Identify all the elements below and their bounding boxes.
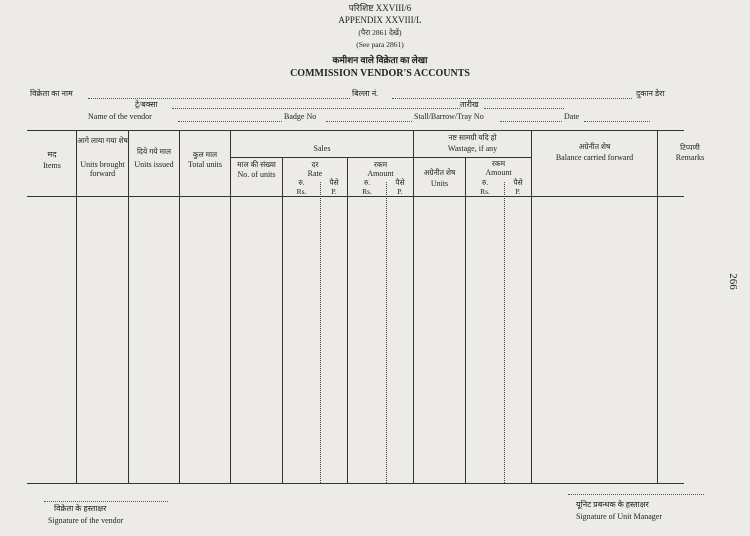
col-divider (347, 157, 348, 483)
amount-p-hindi: पैसे (395, 178, 405, 187)
date-hindi-line (484, 108, 564, 109)
vendor-name-label-hindi: विक्रेता का नाम (30, 89, 73, 98)
col-divider (657, 130, 658, 483)
amount-rs-p-divider (386, 182, 387, 483)
col-divider (230, 130, 231, 483)
date-line (584, 121, 650, 122)
amount-p: P. (397, 187, 403, 196)
page-number: 266 (726, 273, 739, 290)
vendor-signature-label-hindi: विक्रेता के हस्ताक्षर (54, 504, 107, 513)
table-bottom-border (27, 483, 684, 484)
appendix-number: APPENDIX XXVIII/L (338, 15, 422, 25)
wastage-amount-header: Amount (485, 168, 512, 177)
badge-number-line (326, 121, 412, 122)
date-label-hindi: तारीख (460, 100, 479, 109)
amount-header: Amount (367, 169, 394, 178)
rate-header-hindi: दर (311, 160, 319, 169)
date-label: Date (564, 112, 580, 121)
badge-number-label: Badge No (284, 112, 317, 121)
wastage-subheader-line (413, 157, 531, 158)
manager-signature-label: Signature of Unit Manager (576, 512, 662, 521)
wastage-units-header: Units (430, 179, 449, 188)
wastage-header-hindi: नष्ट सामग्री यदि हो (448, 133, 497, 142)
balance-carried-forward-header-hindi: अग्रेनीत शेष (578, 142, 611, 151)
shop-label-hindi: दुकान डेरा (636, 89, 665, 98)
sales-subheader-line (230, 157, 413, 158)
units-issued-header: Units issued (134, 160, 174, 169)
no-of-units-header: No. of units (237, 170, 276, 179)
vendor-signature-line (44, 501, 168, 502)
rate-rs: Rs. (296, 187, 307, 196)
stall-label: Stall/Barrow/Tray No (414, 112, 484, 121)
col-divider (531, 130, 532, 483)
units-issued-header-hindi: दिये गये माल (136, 147, 172, 156)
vendor-number-line (392, 98, 632, 99)
manager-signature-label-hindi: यूनिट प्रबन्धक के हस्ताक्षर (576, 500, 649, 509)
total-units-header-hindi: कुल माल (192, 150, 218, 159)
wastage-amount-p-hindi: पैसे (513, 178, 523, 187)
manager-signature-line (568, 494, 704, 495)
amount-rs-hindi: रु. (363, 178, 371, 187)
appendix-number-hindi: परिशिष्ट XXVIII/6 (348, 3, 412, 13)
rate-p: P. (331, 187, 337, 196)
wastage-header: Wastage, if any (447, 144, 498, 153)
form-title: COMMISSION VENDOR'S ACCOUNTS (290, 68, 470, 79)
stall-line (500, 121, 562, 122)
para-reference-hindi: (पैरा 2861 देखें) (358, 28, 402, 37)
rate-rs-hindi: रु. (298, 178, 305, 187)
total-units-header: Total units (188, 160, 222, 169)
form-title-hindi: कमीशन वाले विक्रेता का लेखा (332, 55, 428, 65)
rate-rs-p-divider (320, 182, 321, 483)
sales-header: Sales (313, 144, 331, 153)
wastage-amount-rs: Rs. (480, 187, 490, 196)
remarks-header-hindi: टिप्पणी (680, 143, 700, 152)
badge-label-hindi: ट्रे/बक्सा (135, 100, 158, 109)
wastage-amount-rs-p-divider (504, 182, 505, 483)
badge-line (172, 108, 460, 109)
rate-header: Rate (307, 169, 323, 178)
no-of-units-header-hindi: माल की संख्या (237, 160, 276, 169)
wastage-units-header-hindi: अग्रेनीत शेष (423, 168, 456, 177)
vendor-signature-label: Signature of the vendor (48, 516, 124, 525)
table-header-bottom-border (27, 196, 684, 197)
table-top-border (27, 130, 684, 131)
col-divider (76, 130, 77, 483)
amount-rs: Rs. (362, 187, 372, 196)
para-reference: (See para 2861) (356, 40, 404, 49)
vendor-name-label: Name of the vendor (88, 112, 152, 121)
vendor-number-label-hindi: बिल्ला नं. (352, 89, 379, 98)
col-divider (282, 157, 283, 483)
units-brought-forward-header-hindi: आगे लाया गया शेष (77, 136, 128, 145)
col-divider (465, 157, 466, 483)
wastage-amount-p: P. (515, 187, 521, 196)
vendor-name-line (88, 98, 350, 99)
wastage-amount-rs-hindi: रु. (481, 178, 489, 187)
vendor-name-en-line (178, 121, 282, 122)
amount-header-hindi: रकम (373, 160, 388, 169)
rate-p-hindi: पैसे (329, 178, 339, 187)
col-divider (179, 130, 180, 483)
wastage-amount-header-hindi: रकम (491, 159, 506, 168)
items-header-hindi: मद (47, 150, 57, 159)
remarks-header: Remarks (675, 153, 705, 162)
units-brought-forward-header: Units brought forward (80, 160, 125, 179)
balance-carried-forward-header: Balance carried forward (555, 153, 634, 162)
col-divider (128, 130, 129, 483)
items-header: Items (43, 161, 61, 170)
